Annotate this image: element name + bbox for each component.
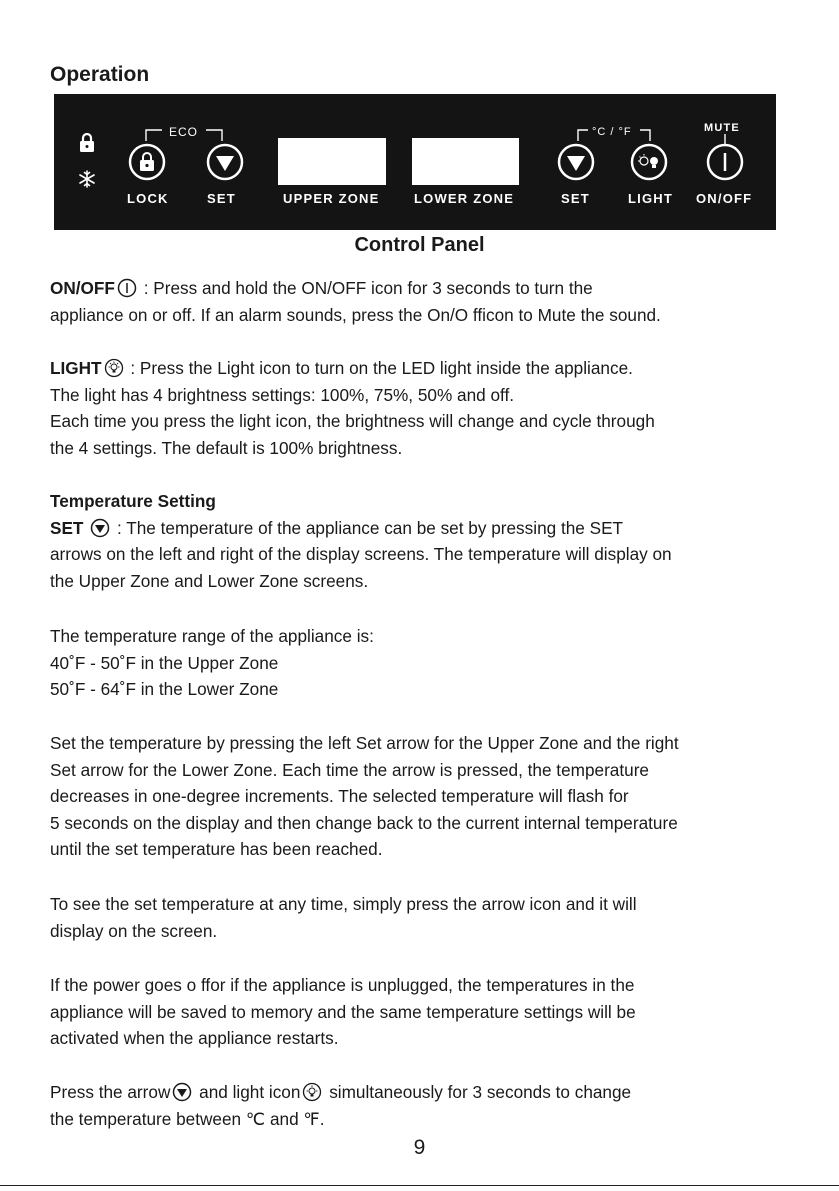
range-line2: 40˚F - 50˚F in the Upper Zone	[50, 652, 279, 673]
light-bulb-icon	[302, 1082, 322, 1102]
unit-label: °C / °F	[592, 126, 632, 138]
control-panel-diagram	[54, 94, 776, 230]
see-paragraph	[50, 891, 810, 944]
panel-caption: Control Panel	[354, 234, 485, 256]
eco-label: ECO	[169, 125, 199, 139]
press-part3: simultaneously for 3 seconds to change	[324, 1082, 632, 1102]
range-line3: 50˚F - 64˚F in the Lower Zone	[50, 679, 279, 699]
onoff-title: ON/OFF	[50, 278, 115, 298]
set-right-label: SET	[561, 191, 590, 206]
power-paragraph	[50, 972, 810, 1052]
set-line3: decreases in one-degree increments. The selected temperature will flash for	[50, 786, 629, 806]
power-icon	[117, 278, 137, 298]
light-line1: : Press the Light icon to turn on the LED light inside the appliance.	[125, 358, 633, 378]
range-line1: The temperature range of the appliance is:	[50, 626, 374, 646]
onoff-line2: appliance on or off. If an alarm sounds, press the On/O fficon to Mute the sound.	[50, 304, 661, 325]
page-number: 9	[413, 1136, 426, 1159]
temperature-title: Temperature Setting	[50, 491, 216, 511]
set-line5: until the set temperature has been reached.	[50, 839, 383, 859]
set-left-label: SET	[207, 191, 236, 206]
set-line4: 5 seconds on the display and then change back to the current internal temperature	[50, 812, 678, 833]
temperature-paragraph	[50, 488, 810, 594]
power-line3: activated when the appliance restarts.	[50, 1028, 339, 1048]
onoff-label: ON/OFF	[696, 191, 753, 206]
set-right-button[interactable]	[557, 143, 595, 181]
set-line2: Set arrow for the Lower Zone. Each time the arrow is pressed, the temperature	[50, 759, 649, 780]
snowflake-icon	[78, 170, 96, 188]
light-line2: The light has 4 brightness settings: 100%, 75%, 50% and off.	[50, 384, 515, 405]
set-arrow-icon	[90, 518, 110, 538]
press-line2: the temperature between ℃ and ℉.	[50, 1108, 325, 1129]
light-line4: the 4 settings. The default is 100% brightness.	[50, 437, 403, 458]
press-part2: and light icon	[194, 1082, 301, 1102]
bottom-rule	[0, 1185, 839, 1186]
light-paragraph	[50, 355, 810, 461]
power-line2: appliance will be saved to memory and the same temperature settings will be	[50, 1001, 636, 1022]
temperature-line1: : The temperature of the appliance can be set by pressing the SET	[112, 517, 624, 538]
section-heading: Operation	[50, 63, 150, 86]
upper-zone-display	[278, 138, 386, 185]
set-line1: Set the temperature by pressing the left Set arrow for the Upper Zone and the right	[50, 733, 679, 753]
see-line1: To see the set temperature at any time, simply press the arrow icon and it will	[50, 894, 637, 914]
temperature-line3: the Upper Zone and Lower Zone screens.	[50, 570, 369, 591]
lower-zone-display	[412, 138, 519, 185]
light-label: LIGHT	[628, 191, 673, 206]
lock-label: LOCK	[127, 191, 169, 206]
press-paragraph	[50, 1079, 810, 1132]
temperature-line2: arrows on the left and right of the display screens. The temperature will display on	[50, 544, 672, 564]
light-button[interactable]	[630, 143, 668, 181]
range-paragraph	[50, 623, 810, 703]
light-title: LIGHT	[50, 358, 102, 378]
press-part1: Press the arrow	[50, 1082, 171, 1102]
light-line3: Each time you press the light icon, the brightness will change and cycle through	[50, 411, 655, 431]
onoff-button[interactable]	[706, 143, 744, 181]
lock-indicator-icon	[78, 132, 96, 154]
set-left-button[interactable]	[206, 143, 244, 181]
onoff-paragraph	[50, 275, 810, 328]
mute-connector	[724, 134, 726, 144]
onoff-line1: : Press and hold the ON/OFF icon for 3 seconds to turn the	[138, 278, 593, 298]
light-icon	[104, 358, 124, 378]
power-line1: If the power goes o ffor if the appliance is unplugged, the temperatures in the	[50, 975, 635, 995]
see-line2: display on the screen.	[50, 920, 218, 941]
lock-button[interactable]	[128, 143, 166, 181]
upper-zone-label: UPPER ZONE	[283, 191, 380, 206]
set-title: SET	[50, 517, 84, 538]
mute-label: MUTE	[704, 122, 740, 134]
set-instructions-paragraph	[50, 730, 810, 863]
arrow-icon	[172, 1082, 192, 1102]
lower-zone-label: LOWER ZONE	[414, 191, 515, 206]
